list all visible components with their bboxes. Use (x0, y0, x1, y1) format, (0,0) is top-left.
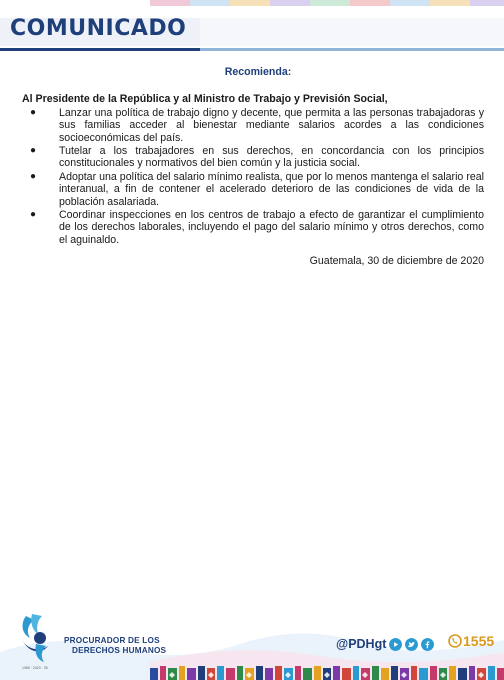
document-subtitle: Recomienda: (224, 66, 292, 78)
recommendation-text: Lanzar una política de trabajo digno y decente, que permita a las personas trabajadoras y sus familias acceder al bienestar mediante salarios acordes a las condiciones socioeconómicas del país. (59, 106, 484, 144)
bullet-icon: ● (30, 209, 37, 221)
social-handle[interactable]: @PDHgt (336, 637, 387, 651)
recommendation-item (22, 107, 484, 144)
bullet-icon: ● (30, 170, 37, 182)
page-title: COMUNICADO (10, 16, 187, 41)
pdh-logo (16, 610, 167, 672)
recommendation-text: Coordinar inspecciones en los centros de trabajo a efecto de garantizar el cumplimiento de los derechos laborales, incluyendo el pago del salario mínimo y otros derechos, como el aguinaldo. (59, 209, 484, 246)
logo-text-line1: PROCURADOR DE LOS (64, 636, 160, 645)
footer (0, 600, 504, 680)
phone-icon (448, 634, 462, 648)
document-addressee: Al Presidente de la República y al Ministro de Trabajo y Previsión Social, (22, 93, 388, 106)
recommendation-text: Tutelar a los trabajadores en sus derechos, en concordancia con los principios constitucionales y normativos del bien común y la justicia social. (59, 145, 484, 170)
recommendation-item (22, 145, 484, 170)
youtube-icon[interactable] (389, 638, 402, 651)
recommendation-text: Adoptar una política del salario mínimo realista, que por lo menos mantenga el salario real interanual, a fin de contener el acelerado deterioro de las condiciones de vida de la población asalariada. (59, 170, 484, 208)
header-divider (0, 48, 504, 51)
document-body (22, 66, 484, 268)
social-links (336, 634, 437, 654)
recommendation-item (22, 209, 484, 246)
hotline-number[interactable] (448, 633, 494, 649)
logo-text-line2: DERECHOS HUMANOS (72, 646, 167, 655)
recommendation-item (22, 171, 484, 208)
hotline-text: 1555 (463, 633, 495, 649)
bullet-icon: ● (30, 106, 37, 118)
pdh-emblem-icon (16, 610, 62, 666)
dateline: Guatemala, 30 de diciembre de 2020 (309, 255, 484, 268)
twitter-icon[interactable] (405, 638, 418, 651)
facebook-icon[interactable] (421, 638, 434, 651)
bullet-icon: ● (30, 145, 37, 157)
logo-dates: 1985 · 2020 · 35 (22, 666, 48, 670)
header-stripe-pattern (0, 0, 504, 8)
recommendation-list (22, 107, 484, 246)
